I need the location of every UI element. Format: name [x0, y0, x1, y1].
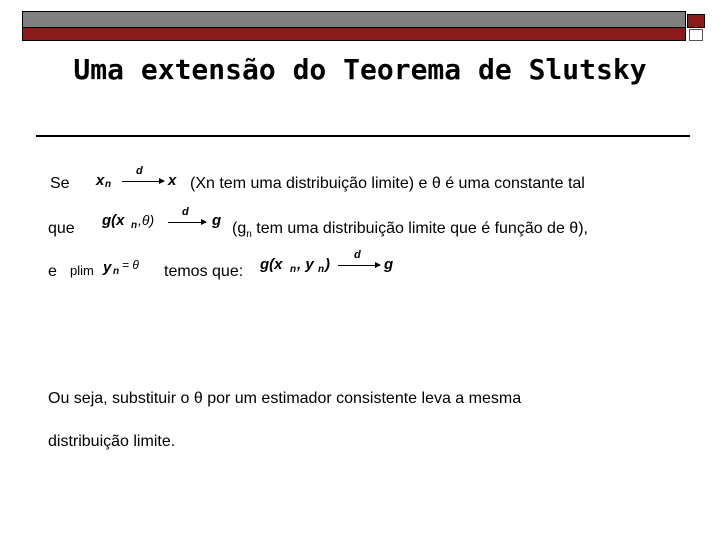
f4-d: d — [354, 249, 361, 261]
f2-d: d — [182, 206, 189, 218]
f3-plim: plim — [70, 263, 94, 278]
conclusion-line2: distribuição limite. — [48, 433, 176, 450]
row2-text — [232, 220, 588, 240]
row1-lead: Se — [50, 175, 70, 192]
f1-d: d — [136, 165, 143, 177]
f4-sub1: n — [290, 264, 297, 275]
f4-arrow-icon — [338, 265, 380, 266]
corner-square-filled — [687, 14, 705, 28]
f1-x-limit: x — [168, 172, 177, 189]
conclusion-line1: Ou seja, substituir o θ por um estimador consistente leva a mesma — [48, 390, 522, 407]
f3-eq: = θ — [122, 258, 139, 272]
f4-sub2: n — [318, 264, 325, 275]
row1-text: (Xn tem uma distribuição limite) e θ é uma constante tal — [190, 175, 585, 192]
f4-g-limit: g — [384, 256, 394, 273]
slide-title: Uma extensão do Teorema de Slutsky — [73, 53, 647, 86]
f3-sub: n — [113, 266, 120, 277]
row2-text-post: tem uma distribuição limite que é função de θ), — [251, 220, 588, 237]
f2-g: g(x — [102, 212, 125, 229]
f2-g-limit: g — [212, 212, 222, 229]
f4-close: ) — [325, 256, 330, 273]
row3-lead: e — [48, 263, 57, 280]
f1-sub: n — [105, 179, 112, 190]
f3-y: y — [103, 259, 112, 276]
title-divider — [36, 135, 690, 137]
f2-arrow-icon — [168, 222, 206, 223]
f2-theta: ,θ) — [138, 212, 155, 228]
f4-y: , y — [297, 256, 314, 273]
f4-g: g(x — [260, 256, 283, 273]
row2-lead: que — [48, 220, 75, 237]
f2-sub: n — [131, 220, 138, 231]
corner-square-outline — [689, 29, 703, 41]
header-band-accent — [23, 27, 685, 40]
row2-text-sub: n — [246, 229, 252, 241]
row2-text-pre: (g — [232, 220, 247, 237]
header-band — [22, 11, 686, 41]
f1-arrow-icon — [122, 181, 164, 182]
f1-x: x — [96, 172, 105, 189]
row3-text: temos que: — [164, 263, 244, 280]
